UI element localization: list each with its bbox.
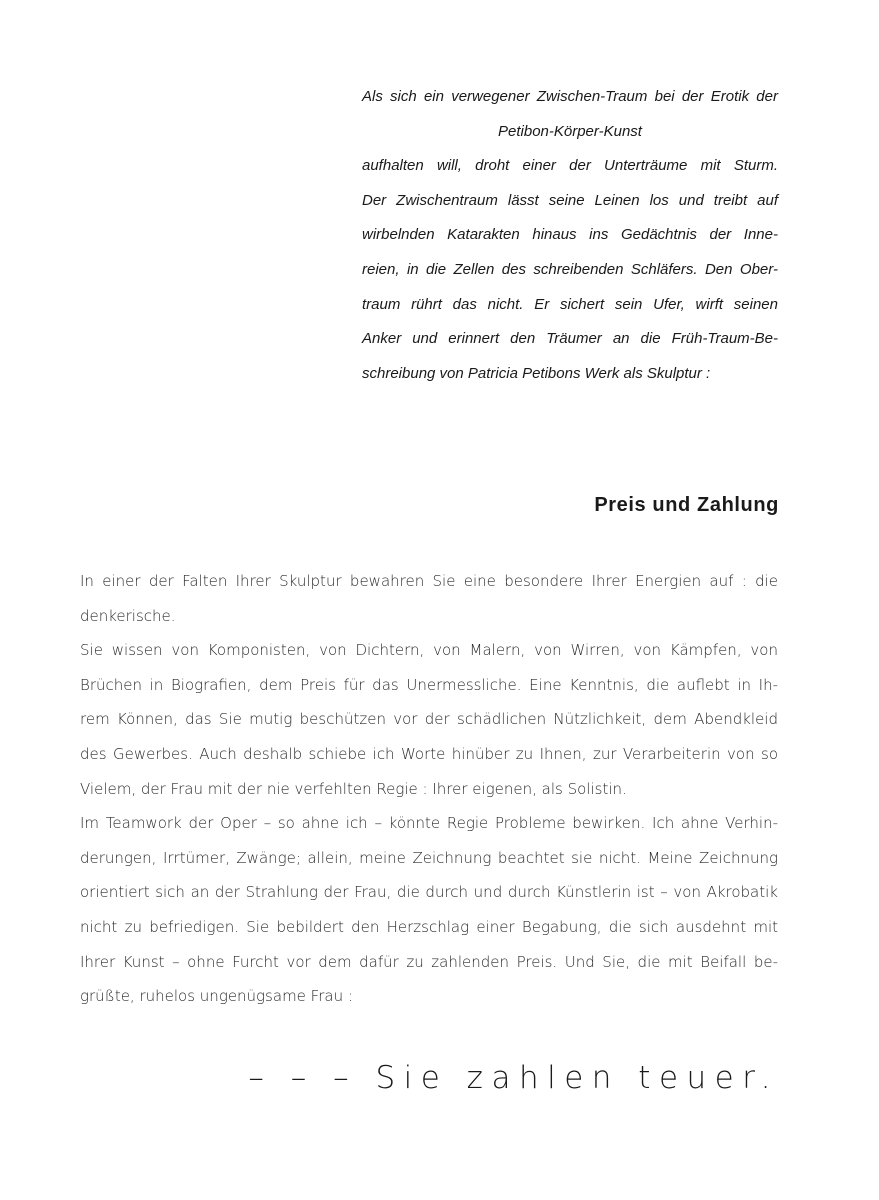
body-text-line: Brüchen in Biografien, dem Preis für das Unermessliche. Eine Kenntnis, die auflebt in Ih- [80,675,778,694]
italic-passage-line: traum rührt das nicht. Er sichert sein Ufer, wirft seinen [362,295,778,313]
body-text-line: denkerische. [80,606,176,625]
italic-passage-line: Petibon-Körper-Kunst [498,122,642,140]
italic-passage [362,80,778,391]
italic-passage-line: Der Zwischentraum lässt seine Leinen los und treibt auf [362,191,778,209]
section-title: Preis und Zahlung [594,494,779,516]
italic-passage-line: reien, in die Zellen des schreibenden Schläfers. Den Ober- [362,260,778,278]
body-text-line: derungen, Irrtümer, Zwänge; allein, meine Zeichnung beachtet sie nicht. Meine Zeichnung [80,848,778,867]
body-text-line: nicht zu befriedigen. Sie bebildert den Herzschlag einer Begabung, die sich ausdehnt mit [80,917,778,936]
closing-line: – – – Sie zahlen teuer. [248,1060,779,1096]
italic-passage-line: aufhalten will, droht einer der Unterträume mit Sturm. [362,157,778,175]
italic-passage-line: Anker und erinnert den Träumer an die Früh-Traum-Be- [362,330,778,348]
body-text-line: rem Können, das Sie mutig beschützen vor der schädlichen Nützlichkeit, dem Abendkleid [80,710,778,729]
body-text-line: Im Teamwork der Oper – so ahne ich – könnte Regie Probleme bewirken. Ich ahne Verhin- [80,814,778,833]
body-text-line: Sie wissen von Komponisten, von Dichtern, von Malern, von Wirren, von Kämpfen, von [80,641,778,660]
italic-passage-line: Als sich ein verwegener Zwischen-Traum bei der Erotik der [362,88,778,105]
italic-passage-line: wirbelnden Katarakten hinaus ins Gedächtnis der Inne- [362,226,778,244]
body-text-line: orientiert sich an der Strahlung der Frau, die durch und durch Künstlerin ist – von Akrobatik [80,883,778,902]
body-text-line: grüßte, ruhelos ungenügsame Frau : [80,987,353,1006]
body-text [80,564,778,1014]
body-text-line: des Gewerbes. Auch deshalb schiebe ich Worte hinüber zu Ihnen, zur Verarbeiterin von so [80,744,778,763]
body-text-line: In einer der Falten Ihrer Skulptur bewahren Sie eine besondere Ihrer Energien auf : die [80,572,778,590]
body-text-line: Vielem, der Frau mit der nie verfehlten Regie : Ihrer eigenen, als Solistin. [80,779,627,798]
italic-passage-line: schreibung von Patricia Petibons Werk als Skulptur : [362,364,711,382]
body-text-line: Ihrer Kunst – ohne Furcht vor dem dafür zu zahlenden Preis. Und Sie, die mit Beifall be- [80,952,778,971]
